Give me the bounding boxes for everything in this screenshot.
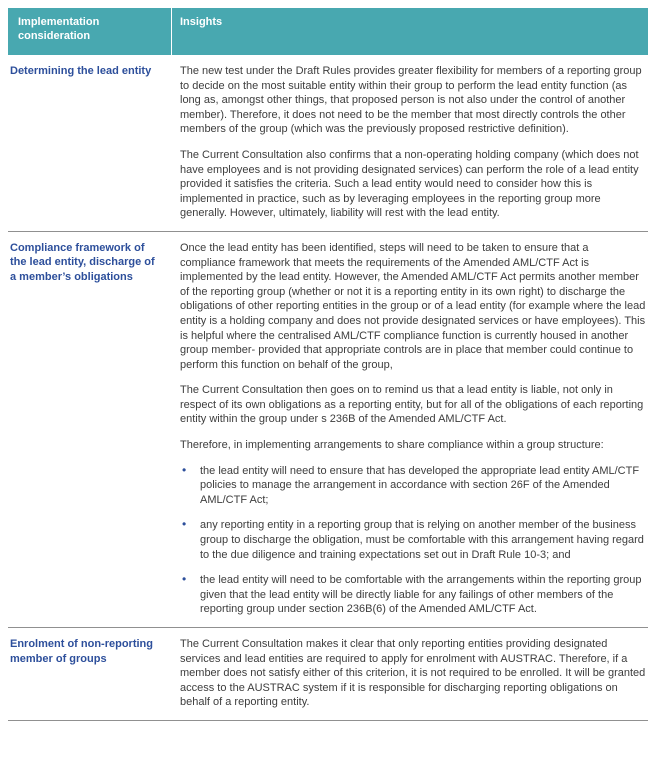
row-insights <box>172 64 648 221</box>
insight-paragraph: The new test under the Draft Rules provides greater flexibility for members of a reporting group to decide on the most suitable entity within their group to perform the lead entity function (as long as, amongst other things, that proposed person is not also under the control of another member). Therefore, it does not need to be the member that most directly controls the other members of the group (which was the previously proposed restrictive definition). <box>180 65 642 136</box>
insight-bullet: • the lead entity will need to ensure that has developed the appropriate lead entity AML/CTF policies to manage the arrangement in accordance with section 26F of the Amended AML/CTF Act; <box>180 464 646 508</box>
insight-paragraph: Therefore, in implementing arrangements to share compliance within a group structure: <box>180 439 604 452</box>
table-row <box>8 55 648 232</box>
row-consideration: Enrolment of non-reporting member of groups <box>10 638 153 665</box>
insight-paragraph: The Current Consultation makes it clear that only reporting entities providing designated services and lead entities are required to apply for enrolment with AUSTRAC. Therefore, if a member does not satisfy either of this criterion, it is not required to be enrolled. It will be granted access to the AUSTRAC system if it is responsible for discharging reporting obligations on behalf of a reporting entity. <box>180 638 646 709</box>
insight-bullet: • any reporting entity in a reporting group that is relying on another member of the business group to discharge the obligation, must be comfortable with this arrangement having regard to the due diligence and training expectations set out in Draft Rule 10-3; and <box>180 518 646 562</box>
table-row <box>8 232 648 628</box>
implementation-insights-table <box>8 8 648 721</box>
table-row <box>8 628 648 721</box>
row-consideration: Determining the lead entity <box>10 65 152 77</box>
header-implementation-consideration: Implementation consideration <box>8 8 172 55</box>
row-consideration: Compliance framework of the lead entity, discharge of a member’s obligations <box>10 241 155 283</box>
insight-paragraph: The Current Consultation then goes on to remind us that a lead entity is liable, not only in respect of its own obligations as a reporting entity, but for all of the obligations of each reporting entity within the group under s 236B of the Amended AML/CTF Act. <box>180 384 644 426</box>
table-header-row <box>8 8 648 55</box>
table-body <box>8 55 648 721</box>
header-insights: Insights <box>180 16 223 28</box>
insight-bullet-list <box>180 464 646 617</box>
row-insights <box>172 637 648 710</box>
row-insights <box>172 241 648 617</box>
insight-paragraph: Once the lead entity has been identified, steps will need to be taken to ensure that a compliance framework that meets the requirements of the Amended AML/CTF Act is implemented by the lead entity. However, the Amended AML/CTF Act permits another member of the reporting group (whether or not it is a reporting entity in its own right) to discharge the obligations of other reporting entities in the group or of a lead entity (for example where the lead entity is a holding company and does not provide designated services or have employees). This is helpful where the centralised AML/CTF compliance function is currently housed in another group member- provided that appropriate controls are in place that member could continue to perform this function on behalf of the group, <box>180 241 646 371</box>
insight-paragraph: The Current Consultation also confirms that a non-operating holding company (which does not have employees and is not providing designated services) can perform the role of a lead entity provided it satisfies the criteria. Such a lead entity would need to consider how this is implemented in practice, such as by leveraging employees in the reporting group more generally. However, ultimately, liability will rest with the lead entity. <box>180 148 639 220</box>
insight-bullet: • the lead entity will need to be comfortable with the arrangements within the reporting group given that the lead entity will be directly liable for any failings of other members of the reporting group under section 236B(6) of the Amended AML/CTF Act. <box>180 573 646 617</box>
